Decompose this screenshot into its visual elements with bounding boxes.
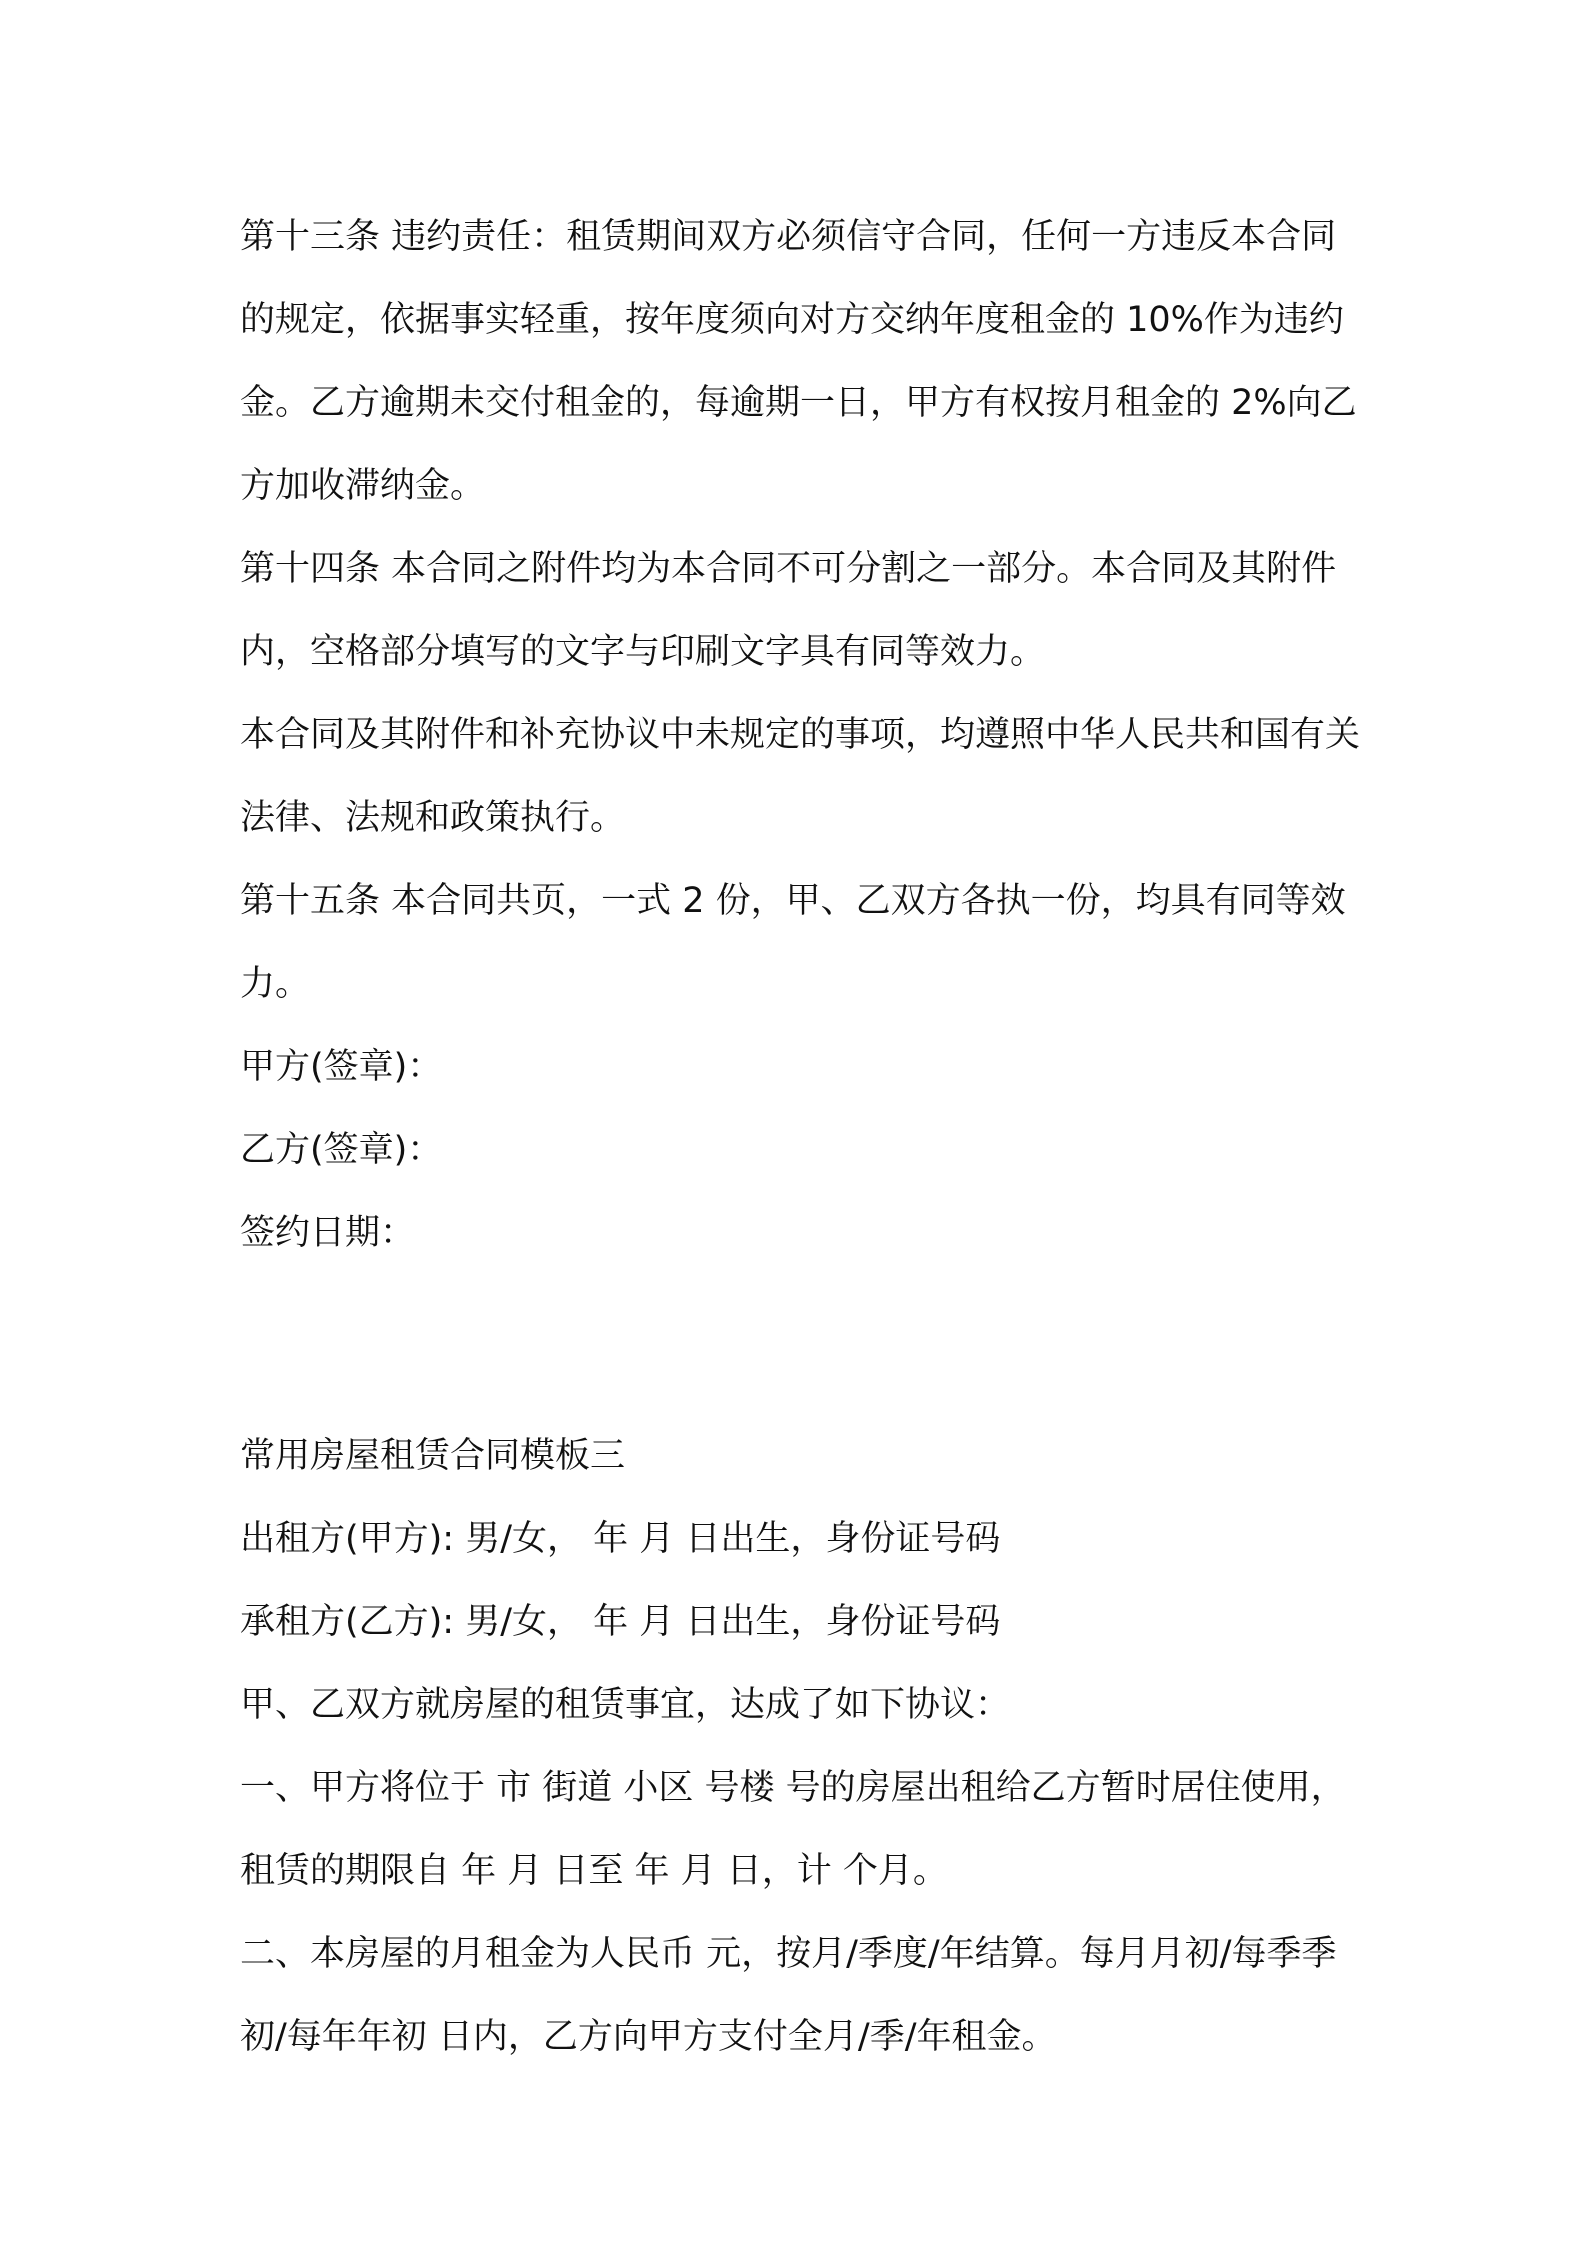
article-15-paragraph: 第十五条 本合同共页，一式 2 份，甲、乙双方各执一份，均具有同等效力。	[240, 881, 1346, 1004]
document-content	[240, 196, 1360, 2079]
signing-date-line: 签约日期：	[240, 1213, 416, 1253]
article-13-paragraph: 第十三条 违约责任：租赁期间双方必须信守合同，任何一方违反本合同的规定，依据事实轻重，按年度须向对方交纳年度租金的 10%作为违约金。乙方逾期未交付租金的，每逾期一日，甲方有权按月租金的 2%向乙方加收滞纳金。	[240, 217, 1357, 506]
supplement-paragraph: 本合同及其附件和补充协议中未规定的事项，均遵照中华人民共和国有关法律、法规和政策执行。	[240, 715, 1361, 838]
lessor-info-line: 出租方(甲方): 男/女， 年 月 日出生，身份证号码	[240, 1519, 1001, 1559]
section-spacer	[240, 1275, 1360, 1415]
party-b-signature-line: 乙方(签章)：	[240, 1130, 443, 1170]
article-14-paragraph: 第十四条 本合同之附件均为本合同不可分割之一部分。本合同及其附件内，空格部分填写的文字与印刷文字具有同等效力。	[240, 549, 1337, 672]
agreement-intro-line: 甲、乙双方就房屋的租赁事宜，达成了如下协议：	[240, 1685, 1011, 1725]
clause-1-paragraph: 一、甲方将位于 市 街道 小区 号楼 号的房屋出租给乙方暂时居住使用，租赁的期限自 年 月 日至 年 月 日，计 个月。	[240, 1768, 1346, 1891]
party-a-signature-line: 甲方(签章)：	[240, 1047, 443, 1087]
contract-template-title: 常用房屋租赁合同模板三	[240, 1436, 626, 1476]
clause-2-paragraph: 二、本房屋的月租金为人民币 元，按月/季度/年结算。每月月初/每季季初/每年年初 日内，乙方向甲方支付全月/季/年租金。	[240, 1934, 1337, 2057]
lessee-info-line: 承租方(乙方): 男/女， 年 月 日出生，身份证号码	[240, 1602, 1001, 1642]
